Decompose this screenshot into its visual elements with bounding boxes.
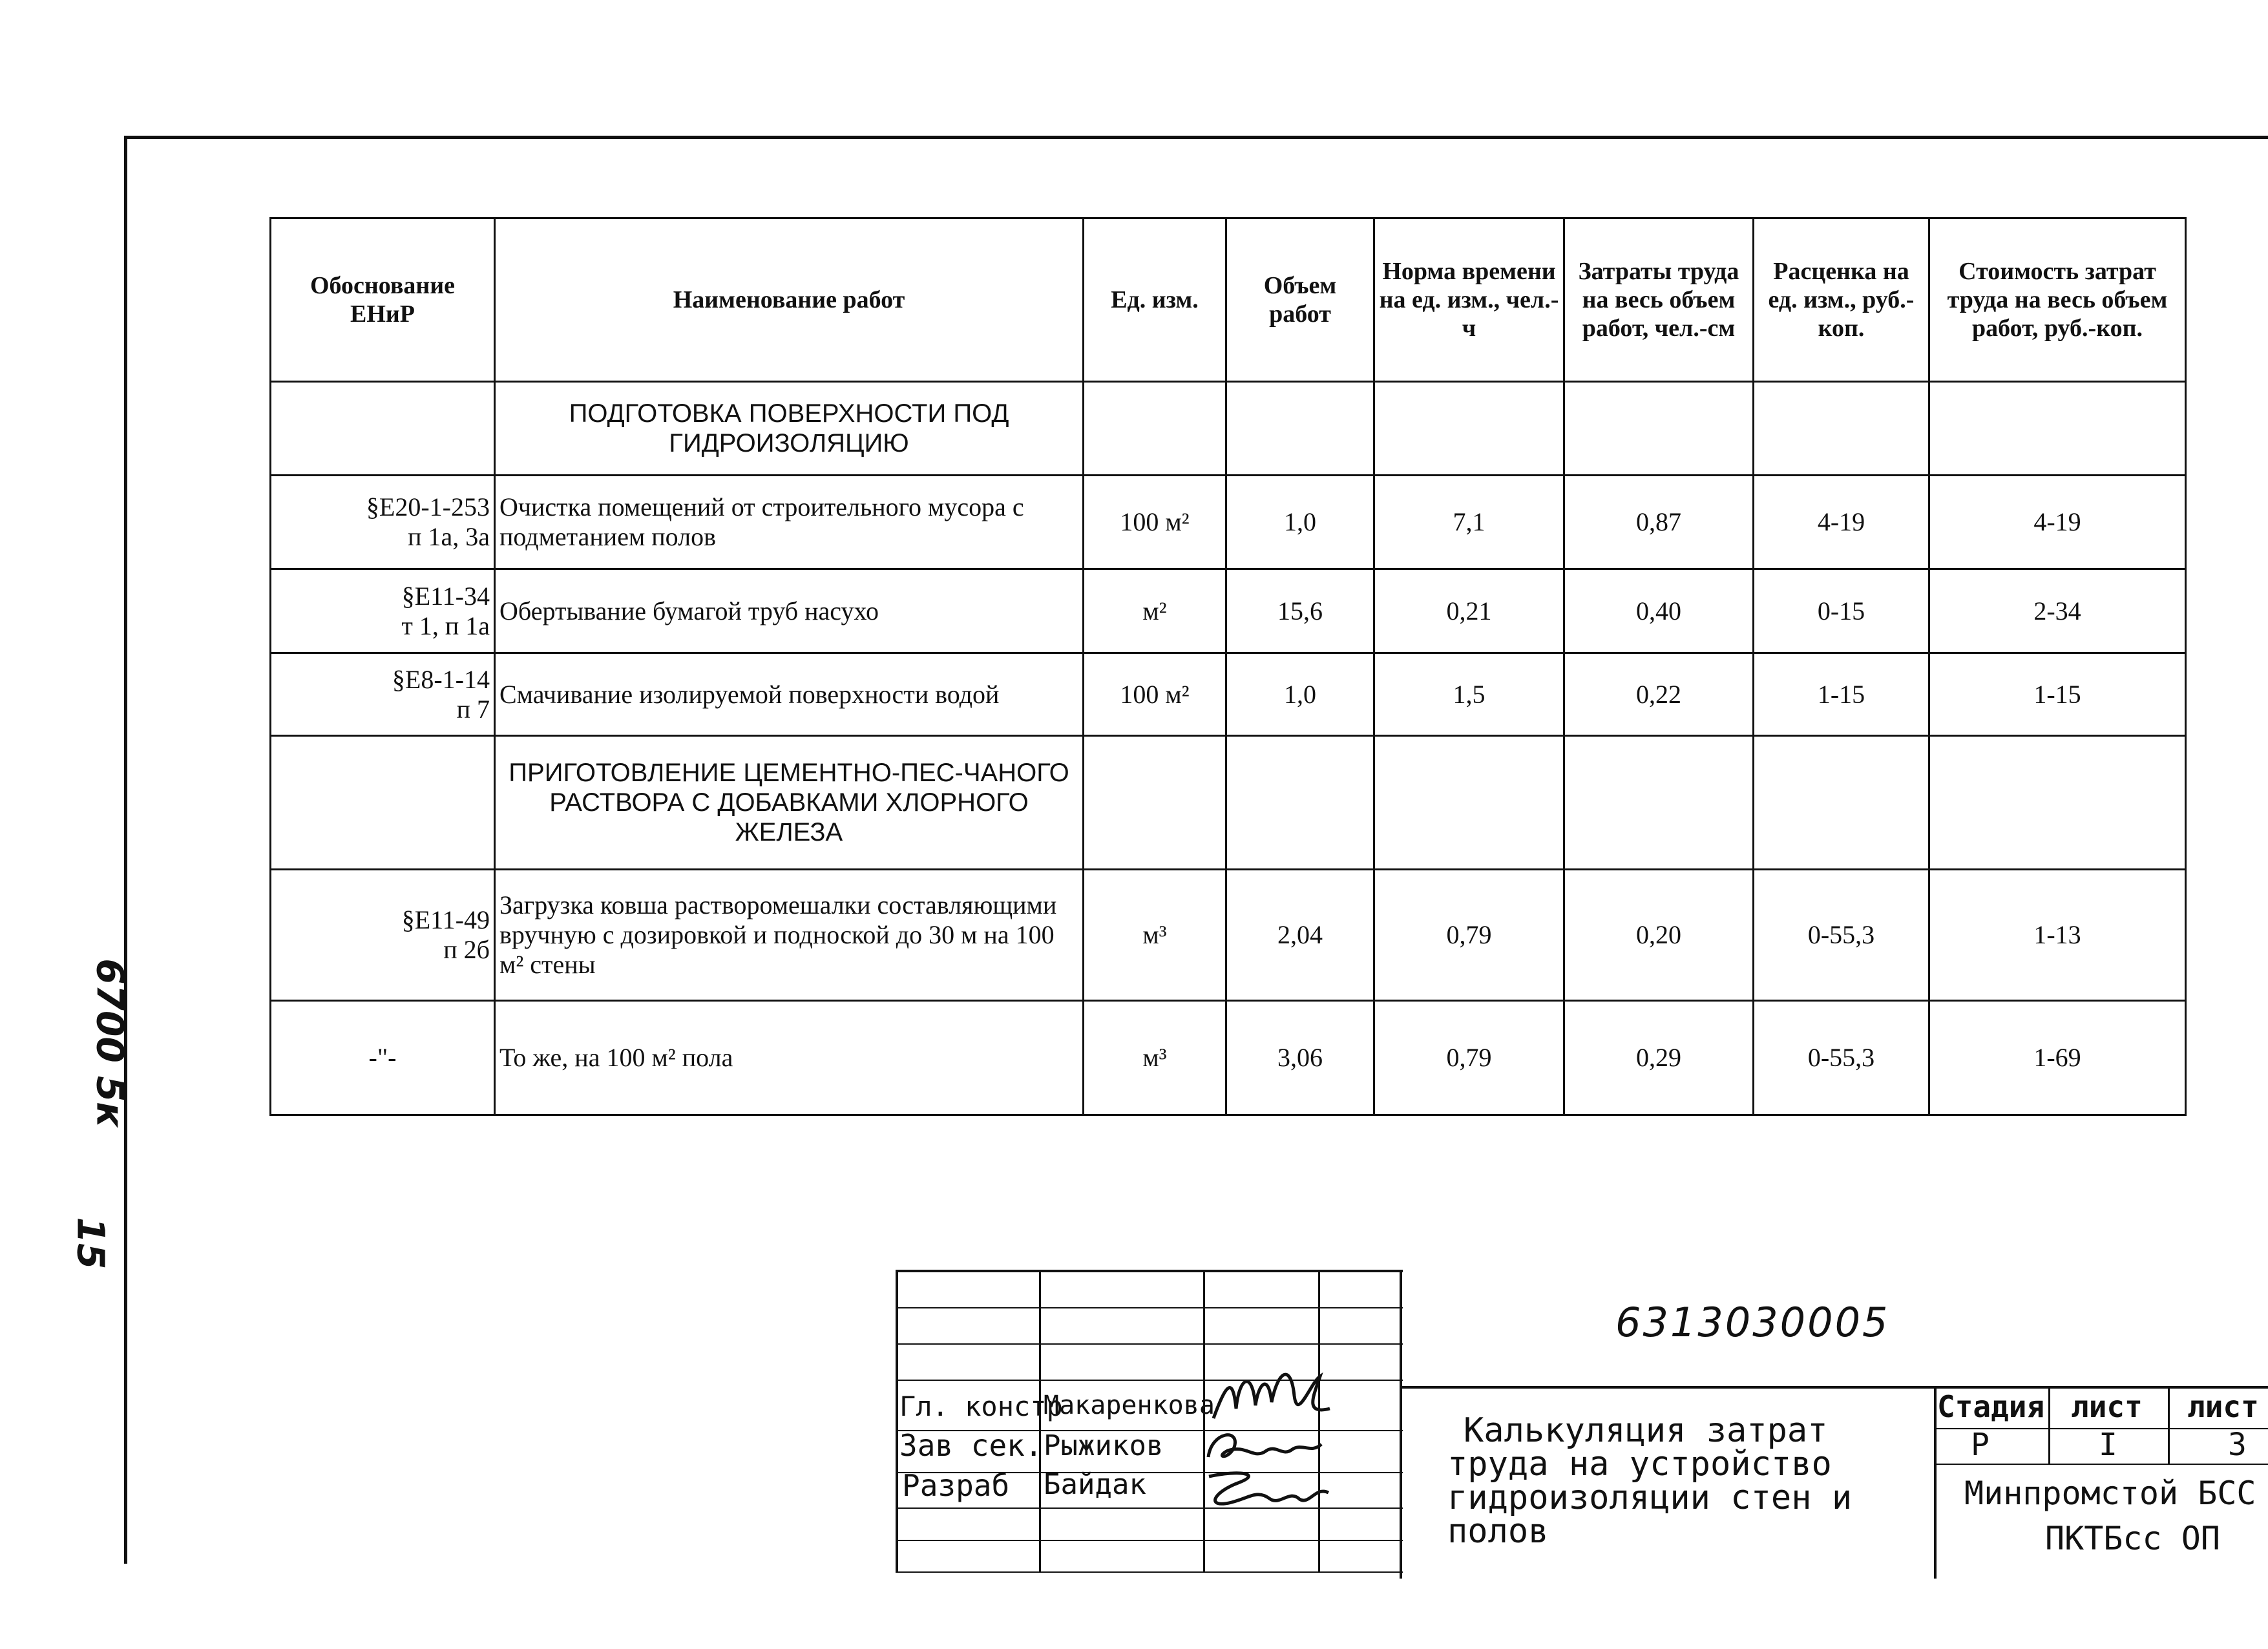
cost-cell: 2-34 [1929, 569, 2186, 653]
norm-cell: 0,21 [1374, 569, 1564, 653]
section-title: ПРИГОТОВЛЕНИЕ ЦЕМЕНТНО-ПЕС-ЧАНОГО РАСТВОРА С ДОБАВКАМИ ХЛОРНОГО ЖЕЛЕЗА [495, 736, 1084, 870]
sheets-label: лист [2187, 1389, 2259, 1424]
table-header-row [271, 218, 2186, 382]
rate-cell: 1-15 [1754, 653, 1929, 736]
role-position: Гл. констр [899, 1391, 1063, 1422]
labor-cell: 0,40 [1564, 569, 1754, 653]
unit-cell: 100 м² [1084, 476, 1226, 569]
title-line: Калькуляция затрат [1464, 1411, 1828, 1450]
stage-label: Стадия [1937, 1389, 2045, 1424]
role-name: Рыжиков [1044, 1429, 1164, 1462]
header-labor-total: Затраты труда на весь объем работ, чел.-см [1564, 218, 1754, 382]
section-title: ПОДГОТОВКА ПОВЕРХНОСТИ ПОД ГИДРОИЗОЛЯЦИЮ [495, 382, 1084, 476]
labor-cell: 0,29 [1564, 1001, 1754, 1115]
signature-1 [1207, 1357, 1336, 1428]
header-unit: Ед. изм. [1084, 218, 1226, 382]
unit-cell: м³ [1084, 870, 1226, 1001]
volume-cell: 1,0 [1226, 476, 1374, 569]
norm-cell: 0,79 [1374, 1001, 1564, 1115]
rate-cell: 0-55,3 [1754, 1001, 1929, 1115]
header-cost-total: Стоимость затрат труда на весь объем работ, руб.-коп. [1929, 218, 2186, 382]
volume-cell: 1,0 [1226, 653, 1374, 736]
ref-cell: §Е11-34 т 1, п 1а [271, 569, 495, 653]
header-justification: Обоснование ЕНиР [271, 218, 495, 382]
header-time-norm: Норма времени на ед. изм., чел.-ч [1374, 218, 1564, 382]
work-name-cell: Загрузка ковша растворомешалки составляющими вручную с дозировкой и подноской до 30 м на 100 м² стены [495, 870, 1084, 1001]
norm-cell: 7,1 [1374, 476, 1564, 569]
work-name-cell: Смачивание изолируемой поверхности водой [495, 653, 1084, 736]
ref-cell: §Е20-1-253 п 1а, 3а [271, 476, 495, 569]
rate-cell: 0-15 [1754, 569, 1929, 653]
work-name-cell: Очистка помещений от строительного мусора с подметанием полов [495, 476, 1084, 569]
table-row [271, 476, 2186, 569]
work-name-cell: То же, на 100 м² пола [495, 1001, 1084, 1115]
title-line: полов [1447, 1512, 1549, 1551]
header-rate: Расценка на ед. изм., руб.-коп. [1754, 218, 1929, 382]
labor-cell: 0,20 [1564, 870, 1754, 1001]
table-row [271, 653, 2186, 736]
header-volume: Объем работ [1226, 218, 1374, 382]
labor-cell: 0,22 [1564, 653, 1754, 736]
ref-cell: -"- [271, 1001, 495, 1115]
title-line: гидроизоляции стен и [1447, 1478, 1853, 1517]
cost-cell: 4-19 [1929, 476, 2186, 569]
sheets-value: 3 [2228, 1427, 2247, 1463]
section-row [271, 382, 2186, 476]
role-name: Байдак [1044, 1468, 1146, 1501]
rate-cell: 4-19 [1754, 476, 1929, 569]
role-name: Макаренкова [1044, 1391, 1215, 1420]
cost-cell: 1-69 [1929, 1001, 2186, 1115]
cost-cell: 1-15 [1929, 653, 2186, 736]
labor-cost-table [269, 217, 2187, 1116]
rate-cell: 0-55,3 [1754, 870, 1929, 1001]
title-line: труда на устройство [1447, 1445, 1832, 1484]
header-work-name: Наименование работ [495, 218, 1084, 382]
role-position: Зав сек. [899, 1428, 1043, 1463]
signature-3 [1199, 1464, 1335, 1515]
table-row [271, 870, 2186, 1001]
frame-left-border [124, 136, 127, 1564]
labor-cell: 0,87 [1564, 476, 1754, 569]
document-number: 6313030005 [1615, 1299, 1890, 1346]
norm-cell: 1,5 [1374, 653, 1564, 736]
stage-value: Р [1971, 1427, 1990, 1463]
unit-cell: 100 м² [1084, 653, 1226, 736]
page-number: 15 [68, 1217, 113, 1270]
work-name-cell: Обертывание бумагой труб насухо [495, 569, 1084, 653]
volume-cell: 3,06 [1226, 1001, 1374, 1115]
cost-cell: 1-13 [1929, 870, 2186, 1001]
organization-dept: ПКТБсс ОП [2045, 1520, 2220, 1557]
ref-cell: §Е8-1-14 п 7 [271, 653, 495, 736]
volume-cell: 2,04 [1226, 870, 1374, 1001]
volume-cell: 15,6 [1226, 569, 1374, 653]
section-row [271, 736, 2186, 870]
unit-cell: м³ [1084, 1001, 1226, 1115]
role-position: Разраб [902, 1468, 1010, 1503]
norm-cell: 0,79 [1374, 870, 1564, 1001]
ref-cell: §Е11-49 п 2б [271, 870, 495, 1001]
frame-top-border [124, 136, 2268, 139]
sheet-label: лист [2071, 1389, 2143, 1424]
organization-name: Минпромстой БСС [1964, 1475, 2256, 1512]
album-code: 6700 5к [88, 958, 132, 1128]
table-row [271, 1001, 2186, 1115]
unit-cell: м² [1084, 569, 1226, 653]
sheet-value: I [2099, 1427, 2117, 1463]
table-row [271, 569, 2186, 653]
